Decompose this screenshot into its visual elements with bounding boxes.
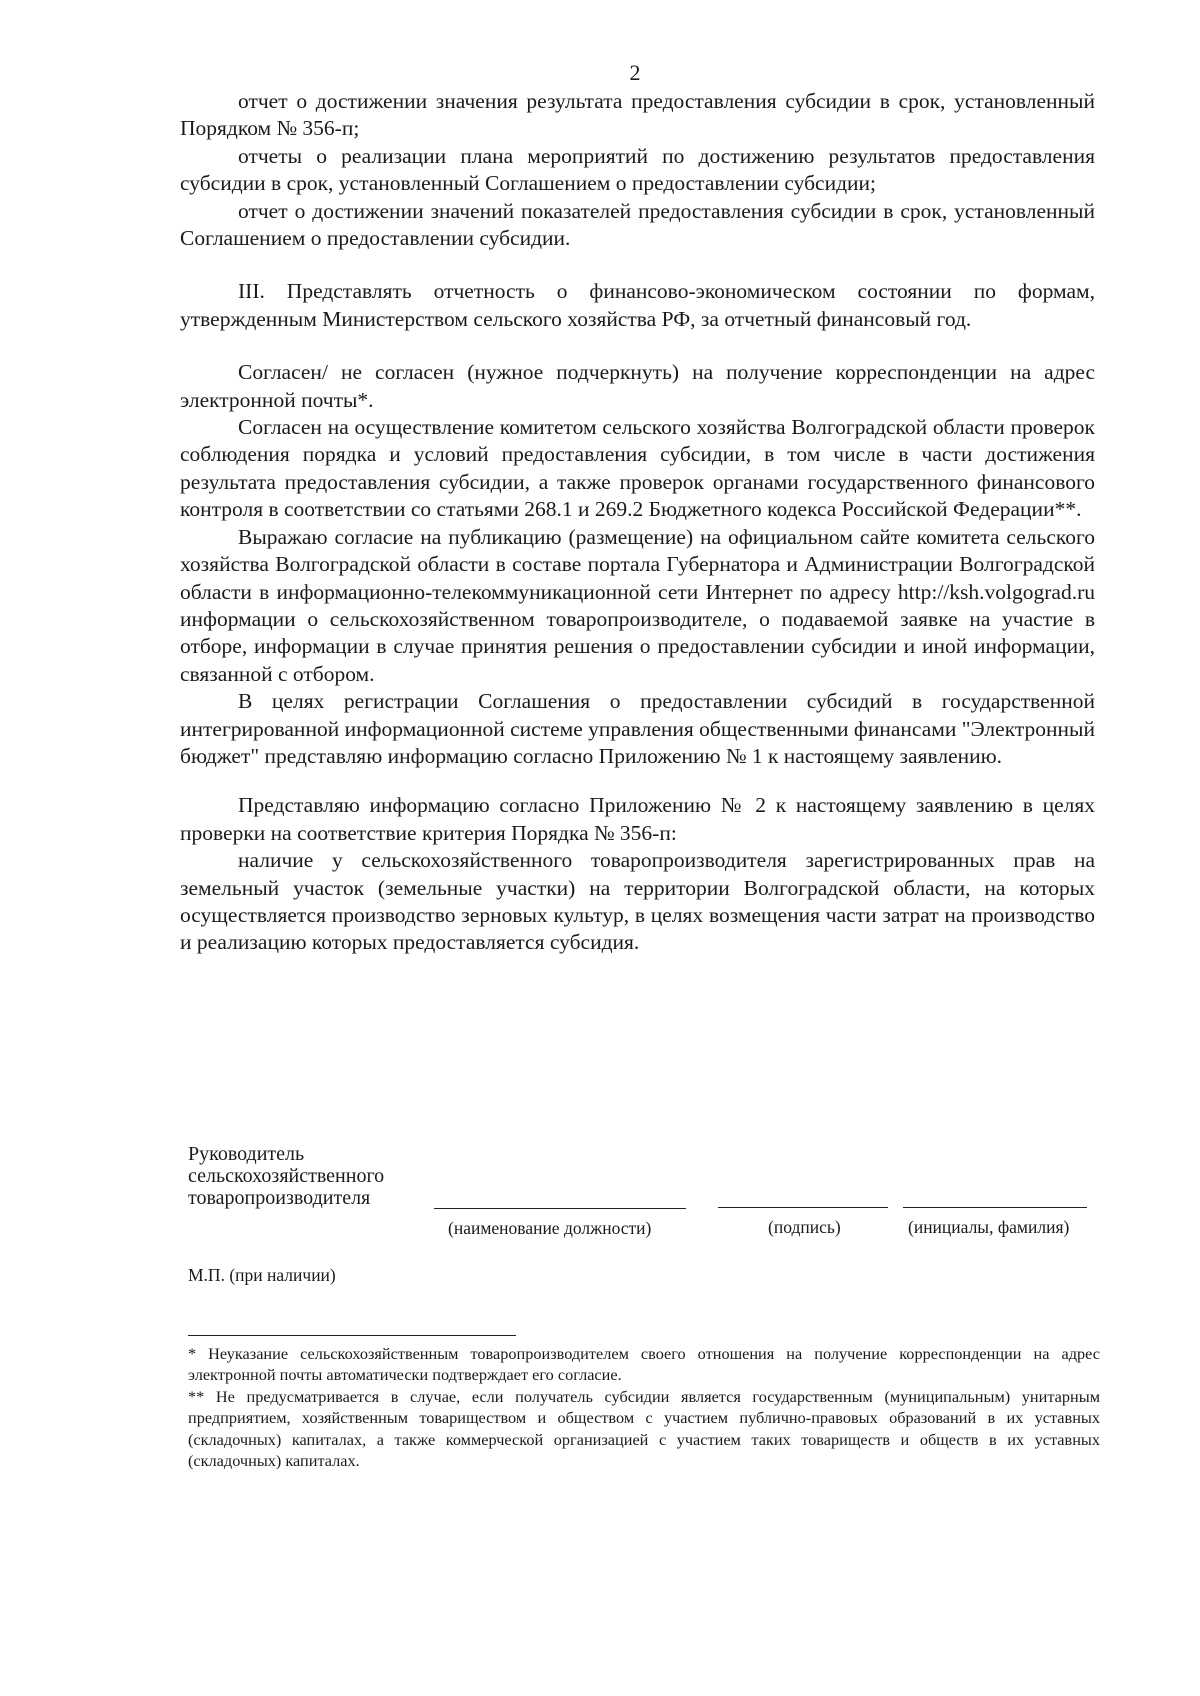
spacer: [180, 770, 1095, 792]
paragraph-land-rights: наличие у сельскохозяйственного товаропроизводителя зарегистрированных прав на земельный участок (земельные участки) на территории Волгоградской области, на которых осуществляется производство зерновых культур, в целях возмещения части затрат на производство и реализацию которых предоставляется субсидия.: [180, 848, 1095, 955]
spacer: [180, 252, 1095, 278]
paragraph-publication-consent: Выражаю согласие на публикацию (размещение) на официальном сайте комитета сельского хозяйства Волгоградской области в составе портала Губернатора и Администрации Волгоградской области в информационно-телекоммуникационной сети Интернет по адресу http://ksh.volgograd.ru информации о сельскохозяйственном товаропроизводителе, о подаваемой заявке на участие в отборе, информации в случае принятия решения о предоставлении субсидии и иной информации, связанной с отбором.: [180, 524, 1095, 686]
name-blank-line: [903, 1207, 1087, 1208]
footnote-inspection: ** Не предусматривается в случае, если получатель субсидии является государственным (муниципальным) унитарным предприятием, хозяйственным товариществом и обществом с участием публично-правовых образований в их уставных (складочных) капиталах, а также коммерческой организацией с участием таких товариществ и обществ в их уставных (складочных) капиталах.: [188, 1386, 1100, 1471]
page-number: 2: [629, 60, 641, 85]
stamp-note: М.П. (при наличии): [188, 1265, 336, 1285]
paragraph-report-indicators: отчет о достижении значений показателей предоставления субсидии в срок, установленный Соглашением о предоставлении субсидии.: [180, 198, 1095, 251]
position-caption: (наименование должности): [448, 1218, 652, 1238]
paragraph-appendix-2: Представляю информацию согласно Приложению № 2 к настоящему заявлению в целях проверки на соответствие критерия Порядка № 356-п:: [180, 793, 1095, 845]
name-caption: (инициалы, фамилия): [908, 1217, 1070, 1237]
paragraph-email-consent: Согласен/ не согласен (нужное подчеркнуть) на получение корреспонденции на адрес электронной почты*.: [180, 360, 1095, 412]
paragraph-registration: В целях регистрации Соглашения о предоставлении субсидий в государственной интегрированной информационной системе управления общественными финансами "Электронный бюджет" представляю информацию согласно Приложению № 1 к настоящему заявлению.: [180, 689, 1095, 768]
paragraph-report-plan: отчеты о реализации плана мероприятий по достижению результатов предоставления субсидии в срок, установленный Соглашением о предоставлении субсидии;: [180, 143, 1095, 196]
paragraph-report-result: отчет о достижении значения результата предоставления субсидии в срок, установленный Порядком № 356-п;: [180, 89, 1095, 141]
document-body: [180, 88, 1095, 957]
paragraph-inspection-consent: Согласен на осуществление комитетом сельского хозяйства Волгоградской области проверок соблюдения порядка и условий предоставления субсидии, в том числе в части достижения результата предоставления субсидии, а также проверок органами государственного финансового контроля в соответствии со статьями 268.1 и 269.2 Бюджетного кодекса Российской Федерации**.: [180, 415, 1095, 522]
spacer: [180, 333, 1095, 359]
signature-blank-line: [718, 1207, 888, 1208]
footnote-divider: [188, 1335, 516, 1336]
signer-title-line: товаропроизводителя: [188, 1187, 371, 1209]
footnote-email: * Неуказание сельскохозяйственным товаропроизводителем своего отношения на получение корреспонденции на адрес электронной почты автоматически подтверждает его согласие.: [188, 1344, 1100, 1385]
signer-title-line: сельскохозяйственного: [188, 1165, 385, 1187]
signature-caption: (подпись): [768, 1217, 841, 1237]
paragraph-section-iii: III. Представлять отчетность о финансово-экономическом состоянии по формам, утвержденным Министерством сельского хозяйства РФ, за отчетный финансовый год.: [180, 279, 1095, 331]
signature-block: [188, 1143, 1098, 1238]
footnotes: [188, 1343, 1100, 1471]
position-blank-line: [434, 1208, 686, 1209]
signer-title-line: Руководитель: [188, 1143, 305, 1165]
